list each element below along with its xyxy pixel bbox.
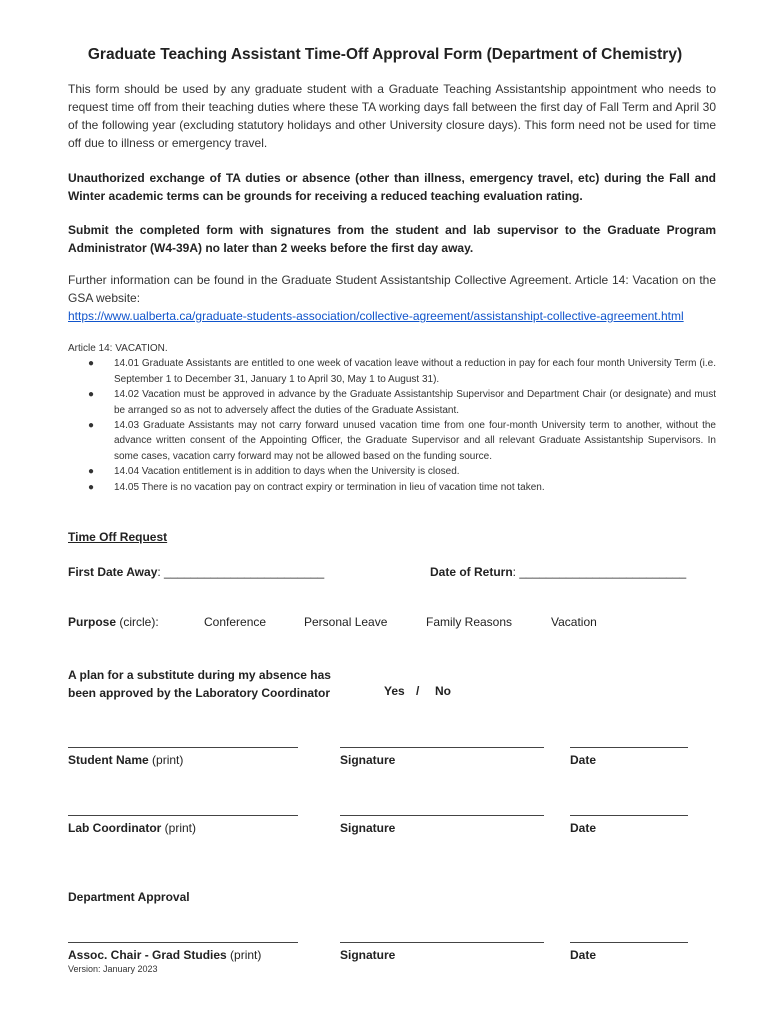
article-14	[68, 341, 716, 495]
bullet-icon: ●	[88, 358, 95, 370]
article-item: ● 14.05 There is no vacation pay on contract expiry or termination in lieu of vacation time not taken.	[114, 480, 716, 495]
lab-coordinator-signature-label: Signature	[340, 821, 396, 835]
return-date-label: Date of Return	[430, 565, 513, 579]
substitute-yes-option[interactable]: Yes	[384, 684, 405, 698]
purpose-label: Purpose (circle):	[68, 615, 159, 629]
student-date-label: Date	[570, 753, 597, 767]
return-date-field[interactable]	[430, 565, 686, 579]
gsa-agreement-link[interactable]: https://www.ualberta.ca/graduate-students-association/collective-agreement/assistanshipt-collective-agreement.html	[68, 309, 684, 323]
student-date-line[interactable]	[570, 747, 688, 748]
form-title: Graduate Teaching Assistant Time-Off Approval Form (Department of Chemistry)	[87, 46, 683, 63]
student-name-line[interactable]	[68, 747, 298, 748]
student-signature-line[interactable]	[340, 747, 544, 748]
article-heading: Article 14: VACATION.	[68, 343, 168, 354]
assoc-chair-label: Assoc. Chair - Grad Studies (print)	[68, 948, 262, 962]
department-approval-heading: Department Approval	[68, 890, 190, 904]
substitute-statement: A plan for a substitute during my absence has been approved by the Laboratory Coordinator	[68, 668, 331, 700]
lab-coordinator-name-line[interactable]	[68, 815, 298, 816]
assoc-chair-date-line[interactable]	[570, 942, 688, 943]
assoc-chair-signature-line[interactable]	[340, 942, 544, 943]
lab-coordinator-label: Lab Coordinator (print)	[68, 821, 196, 835]
warning-paragraph: Unauthorized exchange of TA duties or absence (other than illness, emergency travel, etc) during the Fall and Winter academic terms can be grounds for receiving a reduced teaching evaluation rating.	[68, 171, 716, 203]
bullet-icon: ●	[88, 389, 95, 401]
bullet-icon: ●	[88, 466, 95, 478]
lab-coordinator-date-line[interactable]	[570, 815, 688, 816]
assoc-chair-signature-label: Signature	[340, 948, 396, 962]
article-item: ● 14.01 Graduate Assistants are entitled to one week of vacation leave without a reduction in pay for each four month University Term (i.e. September 1 to December 31, January 1 to April 30, May 1 to August 31).	[88, 358, 716, 385]
student-name-label: Student Name (print)	[68, 753, 184, 767]
first-date-blank[interactable]: : ________________________	[157, 565, 325, 579]
purpose-option-conference[interactable]: Conference	[204, 615, 267, 629]
purpose-option-personal-leave[interactable]: Personal Leave	[304, 615, 388, 629]
submit-paragraph: Submit the completed form with signatures from the student and lab supervisor to the Graduate Program Administrator (W4-39A) no later than 2 weeks before the first day away.	[68, 223, 716, 255]
bullet-icon: ●	[88, 481, 95, 493]
first-date-field[interactable]	[68, 565, 324, 579]
yes-no-separator: /	[416, 684, 420, 698]
intro-paragraph: This form should be used by any graduate student with a Graduate Teaching Assistantship appointment who needs to request time off from their teaching duties where these TA working days fall between the first day of Fall Term and April 30 of the following year (excluding statutory holidays and other University closure days). This form need not be used for time off due to illness or emergency travel.	[68, 82, 716, 150]
further-info-paragraph	[68, 271, 716, 325]
further-info-text: Further information can be found in the Graduate Student Assistantship Collective Agreement. Article 14: Vacation on the GSA website:	[68, 273, 716, 305]
article-item: ● 14.02 Vacation must be approved in advance by the Graduate Assistantship Supervisor and Department Chair (or designate) and must be arranged so as not to adversely affect the duties of the Graduate Assistant.	[88, 389, 716, 416]
first-date-label: First Date Away	[68, 565, 158, 579]
substitute-no-option[interactable]: No	[435, 684, 451, 698]
lab-coordinator-date-label: Date	[570, 821, 597, 835]
lab-coordinator-signature-line[interactable]	[340, 815, 544, 816]
article-list	[68, 356, 716, 495]
article-item: ● 14.03 Graduate Assistants may not carry forward unused vacation time from one four-month University term to another, without the advance written consent of the Appointing Officer, the Graduate Supervisor and all relevant Graduate Assistantship Supervisors. In some cases, vacation carry forward may not be allowed based on the funding source.	[88, 420, 716, 462]
article-item: ● 14.04 Vacation entitlement is in addition to days when the University is closed.	[114, 464, 716, 479]
assoc-chair-date-label: Date	[570, 948, 597, 962]
student-signature-label: Signature	[340, 753, 396, 767]
purpose-option-vacation[interactable]: Vacation	[551, 615, 597, 629]
bullet-icon: ●	[88, 420, 95, 432]
assoc-chair-name-line[interactable]	[68, 942, 298, 943]
purpose-option-family-reasons[interactable]: Family Reasons	[426, 615, 513, 629]
version-footer: Version: January 2023	[68, 964, 158, 974]
time-off-heading: Time Off Request	[68, 530, 168, 544]
return-date-blank[interactable]: : _________________________	[512, 565, 687, 579]
